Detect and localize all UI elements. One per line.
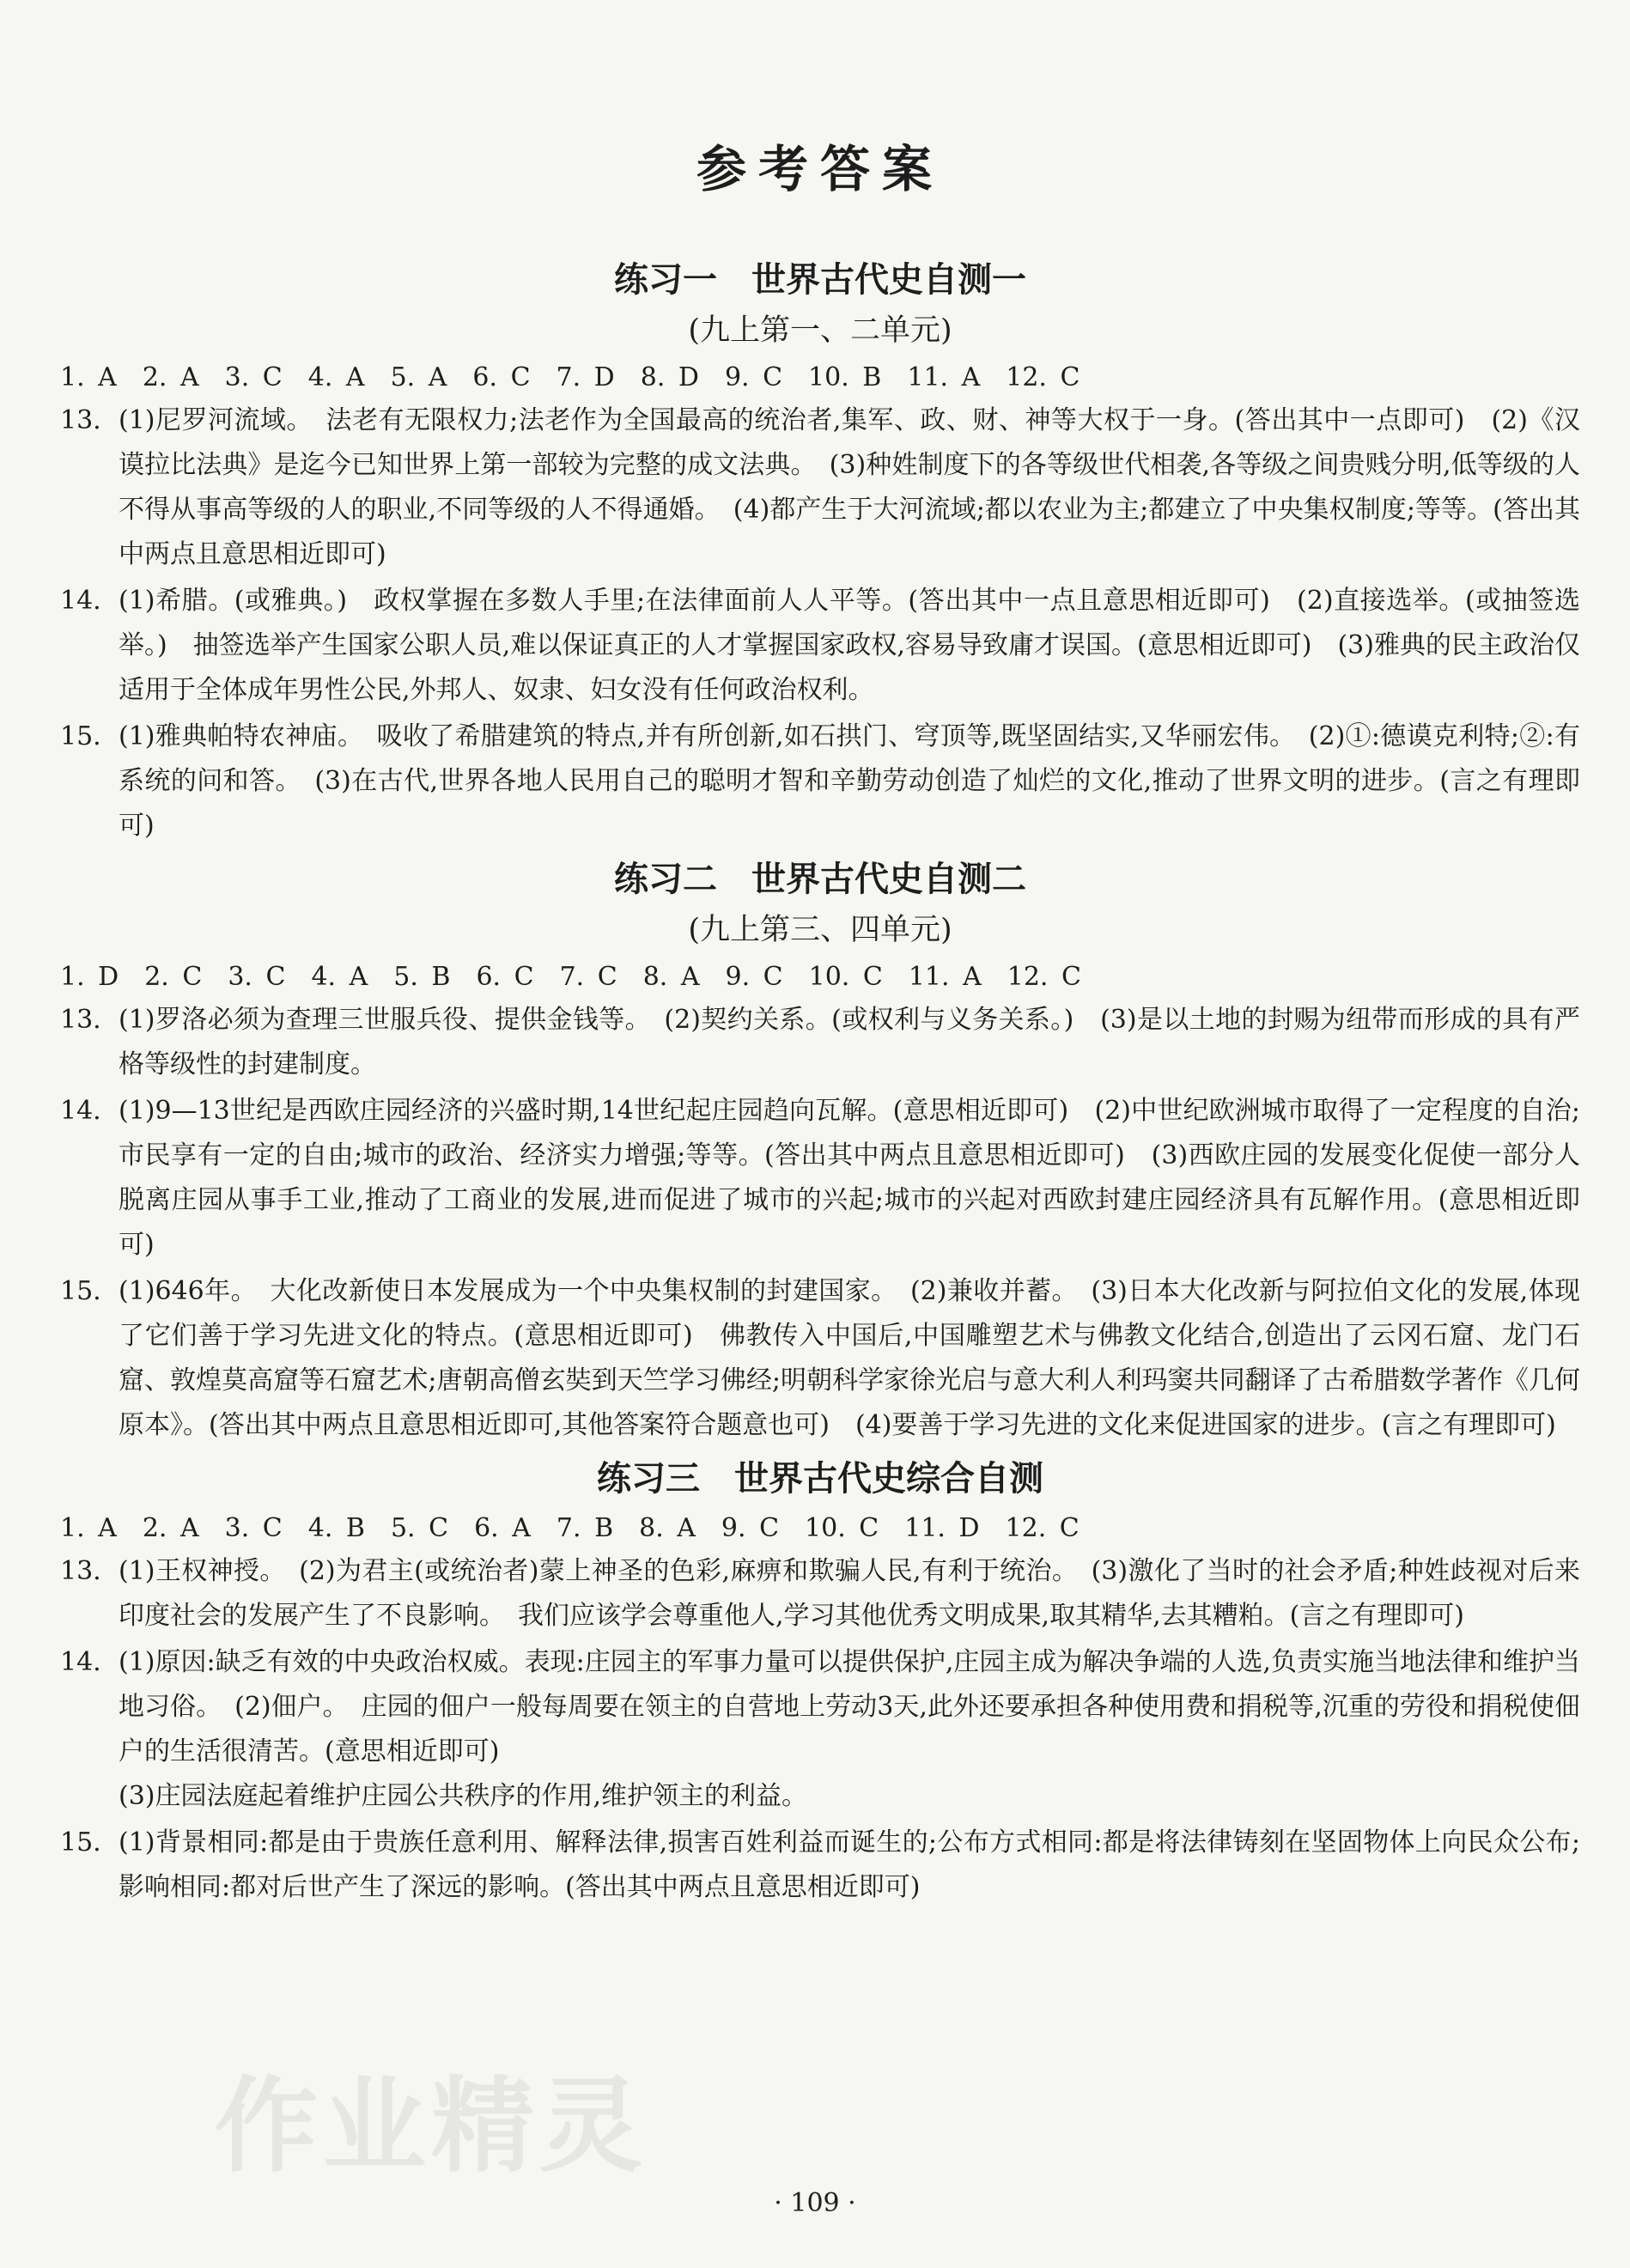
- answer-text: (1)希腊。(或雅典。) 政权掌握在多数人手里;在法律面前人人平等。(答出其中一点且意思相近即可) (2)直接选举。(或抽签选举。) 抽签选举产生国家公职人员,难以保证真正的人才掌握国家政权,容易导致庸才误国。(意思相近即可) (3)雅典的民主政治仅适用于全体成年男性公民,外邦人、奴隶、妇女没有任何政治权利。: [119, 586, 1580, 705]
- answer-text: (1)罗洛必须为查理三世服兵役、提供金钱等。 (2)契约关系。(或权利与义务关系。) (3)是以土地的封赐为纽带而形成的具有严格等级性的封建制度。: [119, 1005, 1580, 1079]
- document-title: 参考答案: [696, 140, 944, 198]
- question-number: 15.: [60, 1276, 101, 1306]
- section-title: 练习一 世界古代史自测一: [614, 260, 1026, 300]
- answer-text: (1)雅典帕特农神庙。 吸收了希腊建筑的特点,并有所创新,如石拱门、穹顶等,既坚固结实,又华丽宏伟。 (2)①:德谟克利特;②:有系统的问和答。 (3)在古代,世界各地人民用自己的聪明才智和辛勤劳动创造了灿烂的文化,推动了世界文明的进步。(言之有理即可): [119, 721, 1580, 841]
- answer-text: (1)王权神授。 (2)为君主(或统治者)蒙上神圣的色彩,麻痹和欺骗人民,有利于统治。 (3)激化了当时的社会矛盾;种姓歧视对后来印度社会的发展产生了不良影响。 我们应该学会尊重他人,学习其他优秀文明成果,取其精华,去其糟粕。(言之有理即可): [119, 1556, 1580, 1631]
- question-number: 15.: [60, 1827, 101, 1858]
- question-number: 13.: [60, 405, 101, 435]
- question-13: [60, 1549, 1580, 1639]
- question-14: [60, 579, 1580, 713]
- section-title: 练习二 世界古代史自测二: [614, 860, 1026, 899]
- question-number: 14.: [60, 1647, 101, 1677]
- answer-page: [60, 129, 1580, 1912]
- answer-text: (1)原因:缺乏有效的中央政治权威。表现:庄园主的军事力量可以提供保护,庄园主成为解决争端的人选,负责实施当地法律和维护当地习俗。 (2)佃户。 庄园的佃户一般每周要在领主的自营地上劳动3天,此外还要承担各种使用费和捐税等,沉重的劳役和捐税使佃户的生活很清苦。(意思相近即可) (3)庄园法庭起着维护庄园公共秩序的作用,维护领主的利益。: [119, 1647, 1580, 1811]
- answer-text: (1)646年。 大化改新使日本发展成为一个中央集权制的封建国家。 (2)兼收并蓄。 (3)日本大化改新与阿拉伯文化的发展,体现了它们善于学习先进文化的特点。(意思相近即可) 佛教传入中国后,中国雕塑艺术与佛教文化结合,创造出了云冈石窟、龙门石窟、敦煌莫高窟等石窟艺术;唐朝高僧玄奘到天竺学习佛经;明朝科学家徐光启与意大利人利玛窦共同翻译了古希腊数学著作《几何原本》。(答出其中两点且意思相近即可,其他答案符合题意也可) (4)要善于学习先进的文化来促进国家的进步。(言之有理即可): [119, 1276, 1580, 1440]
- question-number: 14.: [60, 586, 101, 616]
- answer-text: (1)背景相同:都是由于贵族任意利用、解释法律,损害百姓利益而诞生的;公布方式相同:都是将法律铸刻在坚固物体上向民众公布;影响相同:都对后世产生了深远的影响。(答出其中两点且意思相近即可): [119, 1827, 1580, 1902]
- watermark: 作业精灵: [215, 2067, 648, 2186]
- question-14: [60, 1640, 1580, 1819]
- question-15: [60, 1269, 1580, 1448]
- page-number: · 109 ·: [774, 2188, 856, 2218]
- question-number: 13.: [60, 1556, 101, 1586]
- section-title: 练习三 世界古代史综合自测: [597, 1459, 1043, 1499]
- section-exercise-3: [60, 1453, 1580, 1910]
- multiple-choice-answers: 1. D 2. C 3. C 4. A 5. B 6. C 7. C 8. A 9. C 10. C 11. A 12. C: [60, 962, 1081, 992]
- section-subtitle: (九上第三、四单元): [688, 913, 952, 947]
- question-13: [60, 998, 1580, 1087]
- question-13: [60, 398, 1580, 577]
- section-exercise-2: [60, 854, 1580, 1448]
- multiple-choice-answers: 1. A 2. A 3. C 4. A 5. A 6. C 7. D 8. D 9. C 10. B 11. A 12. C: [60, 362, 1080, 392]
- section-subtitle: (九上第一、二单元): [688, 313, 952, 348]
- question-15: [60, 1821, 1580, 1910]
- question-number: 14.: [60, 1096, 101, 1126]
- section-exercise-1: [60, 254, 1580, 848]
- question-14: [60, 1089, 1580, 1268]
- question-number: 13.: [60, 1005, 101, 1035]
- answer-text: (1)9—13世纪是西欧庄园经济的兴盛时期,14世纪起庄园趋向瓦解。(意思相近即可) (2)中世纪欧洲城市取得了一定程度的自治;市民享有一定的自由;城市的政治、经济实力增强;等等。(答出其中两点且意思相近即可) (3)西欧庄园的发展变化促使一部分人脱离庄园从事手工业,推动了工商业的发展,进而促进了城市的兴起;城市的兴起对西欧封建庄园经济具有瓦解作用。(意思相近即可): [119, 1096, 1580, 1260]
- answer-text: (1)尼罗河流域。 法老有无限权力;法老作为全国最高的统治者,集军、政、财、神等大权于一身。(答出其中一点即可) (2)《汉谟拉比法典》是迄今已知世界上第一部较为完整的成文法典。 (3)种姓制度下的各等级世代相袭,各等级之间贵贱分明,低等级的人不得从事高等级的人的职业,不同等级的人不得通婚。 (4)都产生于大河流域;都以农业为主;都建立了中央集权制度;等等。(答出其中两点且意思相近即可): [119, 405, 1580, 569]
- question-15: [60, 714, 1580, 848]
- question-number: 15.: [60, 721, 101, 751]
- multiple-choice-answers: 1. A 2. A 3. C 4. B 5. C 6. A 7. B 8. A 9. C 10. C 11. D 12. C: [60, 1513, 1080, 1543]
